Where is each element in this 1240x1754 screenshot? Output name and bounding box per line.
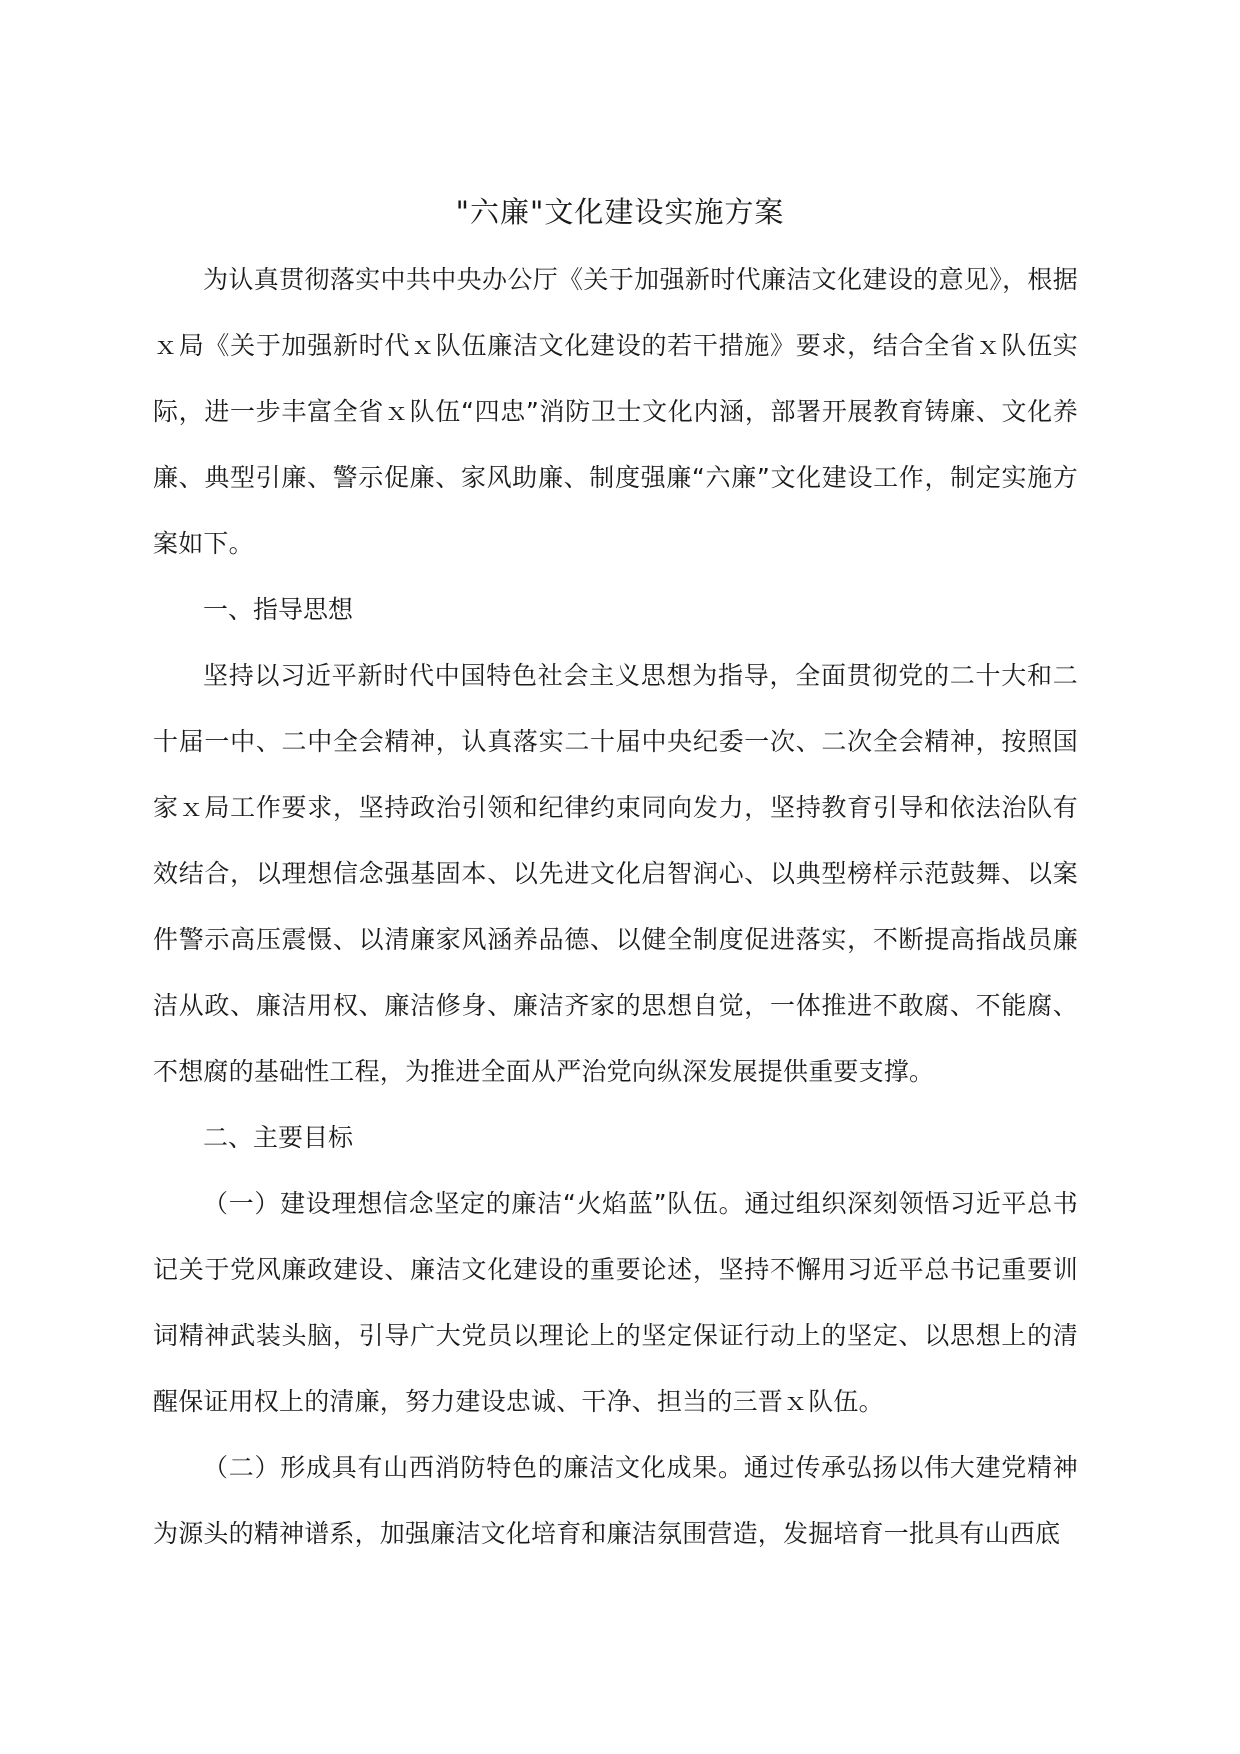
document-title: "六廉"文化建设实施方案 [455, 195, 785, 229]
section-heading-main-goals: 二、主要目标 [203, 1123, 354, 1152]
intro-paragraph: 为认真贯彻落实中共中央办公厅《关于加强新时代廉洁文化建设的意见》，根据ｘ局《关于加强新时代ｘ队伍廉洁文化建设的若干措施》要求，结合全省ｘ队伍实际，进一步丰富全省ｘ队伍“四忠”消防卫士文化内涵，部署开展教育铸廉、文化养廉、典型引廉、警示促廉、家风助廉、制度强廉“六廉”文化建设工作，制定实施方案如下。 [153, 265, 1078, 558]
goal-item-2-paragraph: （二）形成具有山西消防特色的廉洁文化成果。通过传承弘扬以伟大建党精神为源头的精神谱系，加强廉洁文化培育和廉洁氛围营造，发掘培育一批具有山西底 [153, 1453, 1078, 1548]
section-heading-guiding-ideology: 一、指导思想 [203, 595, 354, 624]
document-body [153, 247, 1078, 1567]
guiding-ideology-paragraph: 坚持以习近平新时代中国特色社会主义思想为指导，全面贯彻党的二十大和二十届一中、二中全会精神，认真落实二十届中央纪委一次、二次全会精神，按照国家ｘ局工作要求，坚持政治引领和纪律约束同向发力，坚持教育引导和依法治队有效结合，以理想信念强基固本、以先进文化启智润心、以典型榜样示范鼓舞、以案件警示高压震慑、以清廉家风涵养品德、以健全制度促进落实，不断提高指战员廉洁从政、廉洁用权、廉洁修身、廉洁齐家的思想自觉，一体推进不敢腐、不能腐、不想腐的基础性工程，为推进全面从严治党向纵深发展提供重要支撑。 [153, 661, 1079, 1086]
goal-item-1-paragraph: （一）建设理想信念坚定的廉洁“火焰蓝”队伍。通过组织深刻领悟习近平总书记关于党风廉政建设、廉洁文化建设的重要论述，坚持不懈用习近平总书记重要训词精神武装头脑，引导广大党员以理论上的坚定保证行动上的坚定、以思想上的清醒保证用权上的清廉，努力建设忠诚、干净、担当的三晋ｘ队伍。 [153, 1189, 1078, 1416]
